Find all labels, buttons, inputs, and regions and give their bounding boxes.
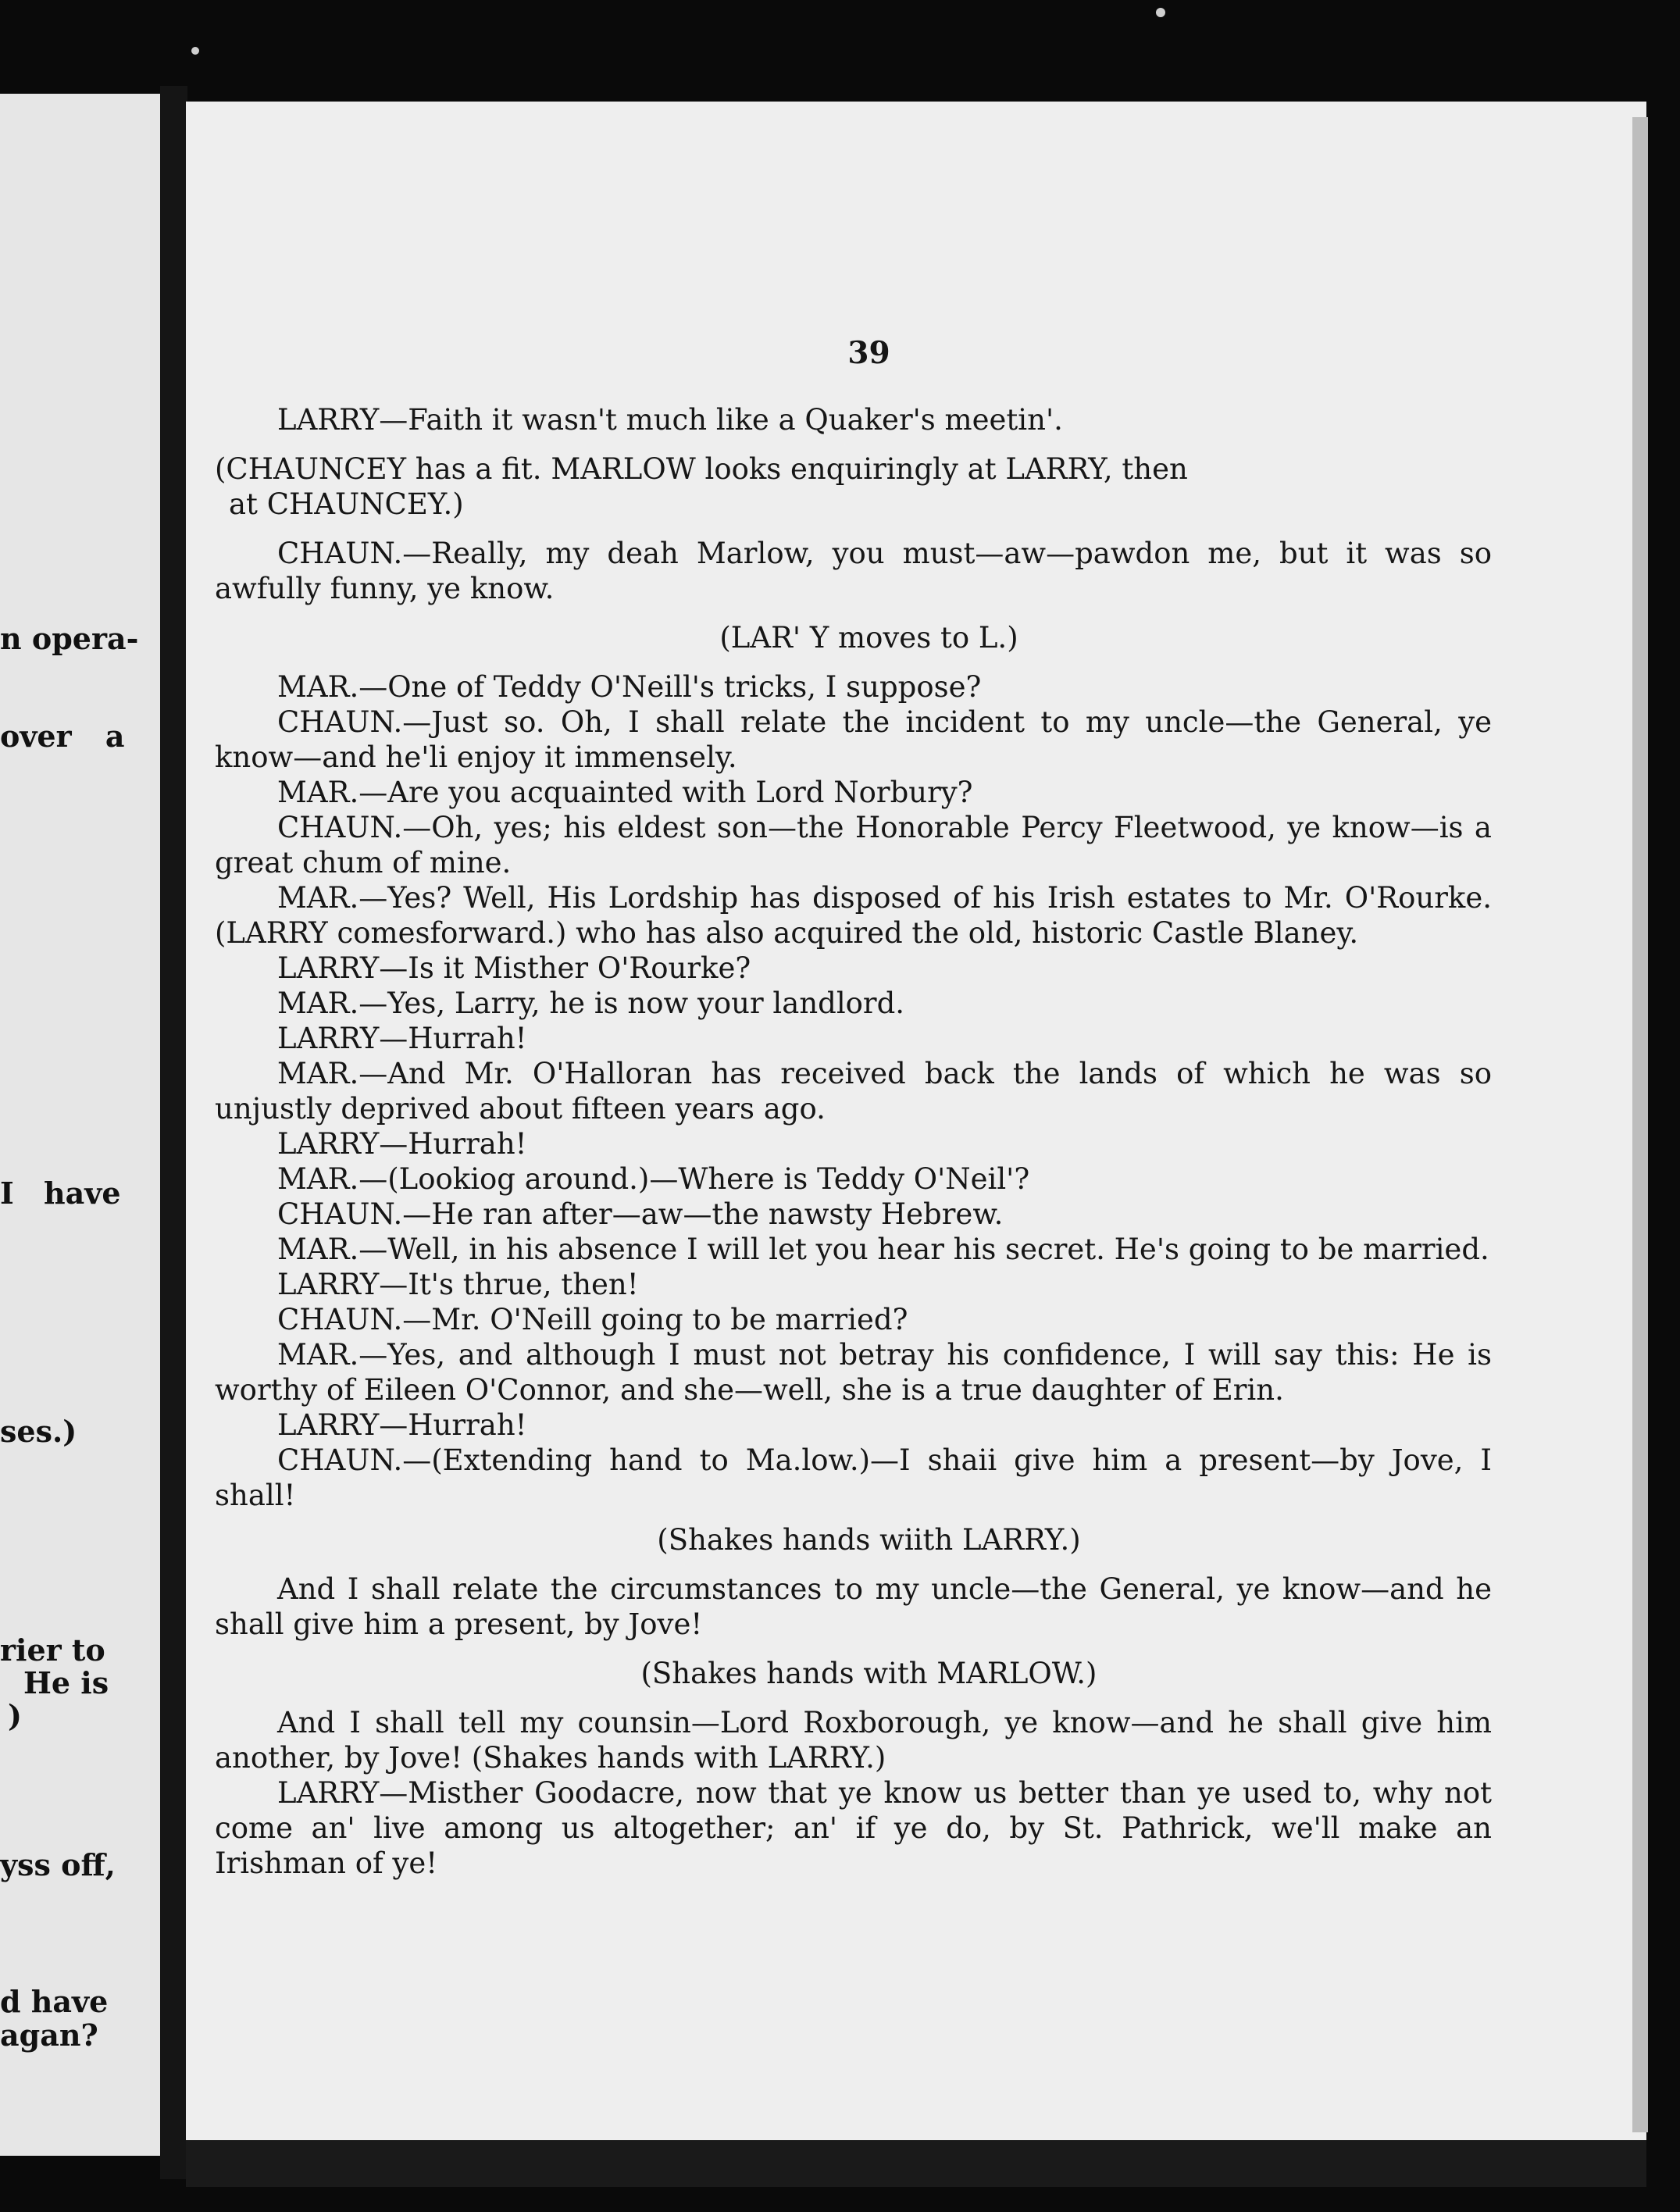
left-fragment: ses.): [0, 1414, 77, 1449]
left-fragment: I have: [0, 1176, 121, 1211]
dialogue-line: MAR.—Yes? Well, His Lordship has disposed of his Irish estates to Mr. O'Rourke. (LARRY comesforward.) who has also acquired the old, historic Castle Blaney.: [215, 881, 1492, 950]
dialogue-line: CHAUN.—Really, my deah Marlow, you must—aw—pawdon me, but it was so awfully funny, ye know.: [215, 537, 1492, 605]
dialogue-line: CHAUN.—Oh, yes; his eldest son—the Honorable Percy Fleetwood, ye know—is a great chum of mine.: [215, 811, 1492, 879]
dialogue-line: LARRY—Misther Goodacre, now that ye know us better than ye used to, why not come an' live among us altogether; an' if ye do, by St. Pathrick, we'll make an Irishman of ye!: [215, 1776, 1492, 1880]
left-fragment: agan?: [0, 2018, 98, 2053]
dialogue-line: MAR.—Well, in his absence I will let you hear his secret. He's going to be married.: [277, 1233, 1489, 1266]
left-neighbour-page: [0, 94, 160, 2156]
dialogue-line: CHAUN.—He ran after—aw—the nawsty Hebrew.: [277, 1197, 1004, 1231]
book-gutter: [160, 86, 187, 2179]
scan-speck: [1156, 8, 1165, 17]
page-edge: [1632, 117, 1648, 2132]
dialogue-line: LARRY—It's thrue, then!: [277, 1268, 639, 1301]
stage-direction: [215, 451, 1492, 522]
dialogue-line: And I shall tell my counsin—Lord Roxborough, ye know—and he shall give him another, by Jove! (Shakes hands with LARRY.): [215, 1706, 1492, 1775]
dialogue-line: MAR.—One of Teddy O'Neill's tricks, I suppose?: [277, 670, 982, 704]
dialogue-line: MAR.—(Lookiog around.)—Where is Teddy O'Neil'?: [277, 1162, 1030, 1196]
left-fragment: ): [8, 1698, 22, 1733]
left-fragment: He is: [23, 1665, 109, 1700]
left-fragment: rier to: [0, 1632, 105, 1668]
left-fragment: n opera-: [0, 621, 139, 656]
page-text: [215, 336, 1492, 1881]
stage-direction-line: (CHAUNCEY has a fit. MARLOW looks enquiringly at LARRY, then: [215, 452, 1188, 486]
dialogue-line: LARRY—Hurrah!: [277, 1408, 527, 1442]
dialogue-line: CHAUN.—(Extending hand to Ma.low.)—I shaii give him a present—by Jove, I shall!: [215, 1443, 1492, 1512]
dialogue-line: CHAUN.—Mr. O'Neill going to be married?: [277, 1303, 908, 1336]
dialogue-line: LARRY—Is it Misther O'Rourke?: [277, 951, 751, 985]
dialogue-line: MAR.—Yes, Larry, he is now your landlord.: [277, 986, 905, 1020]
stage-direction: (Shakes hands with MARLOW.): [640, 1657, 1097, 1690]
page-bottom-shadow: [186, 2140, 1646, 2187]
dialogue-line: LARRY—Hurrah!: [277, 1022, 527, 1055]
dialogue-line: LARRY—Faith it wasn't much like a Quaker's meetin'.: [277, 403, 1063, 437]
left-fragment: d have: [0, 1984, 109, 2019]
dialogue-line: CHAUN.—Just so. Oh, I shall relate the incident to my uncle—the General, ye know—and he'li enjoy it immensely.: [215, 705, 1492, 774]
dialogue-line: MAR.—Are you acquainted with Lord Norbury?: [277, 776, 973, 809]
dialogue-line: MAR.—Yes, and although I must not betray his confidence, I will say this: He is worthy of Eileen O'Connor, and she—well, she is a true daughter of Erin.: [215, 1338, 1492, 1407]
stage-direction: (Shakes hands wiith LARRY.): [657, 1523, 1081, 1557]
left-fragment: yss off,: [0, 1847, 116, 1882]
stage-direction: (LAR' Y moves to L.): [719, 621, 1018, 655]
dialogue-line: And I shall relate the circumstances to my uncle—the General, ye know—and he shall give him a present, by Jove!: [215, 1572, 1492, 1641]
left-fragment: over a: [0, 719, 125, 754]
stage-direction-line: at CHAUNCEY.): [229, 487, 464, 521]
dialogue-line: MAR.—And Mr. O'Halloran has received back the lands of which he was so unjustly deprived about fifteen years ago.: [215, 1057, 1492, 1126]
dialogue-line: LARRY—Hurrah!: [277, 1127, 527, 1161]
scan-speck: [191, 47, 199, 55]
page-number: 39: [847, 335, 890, 371]
